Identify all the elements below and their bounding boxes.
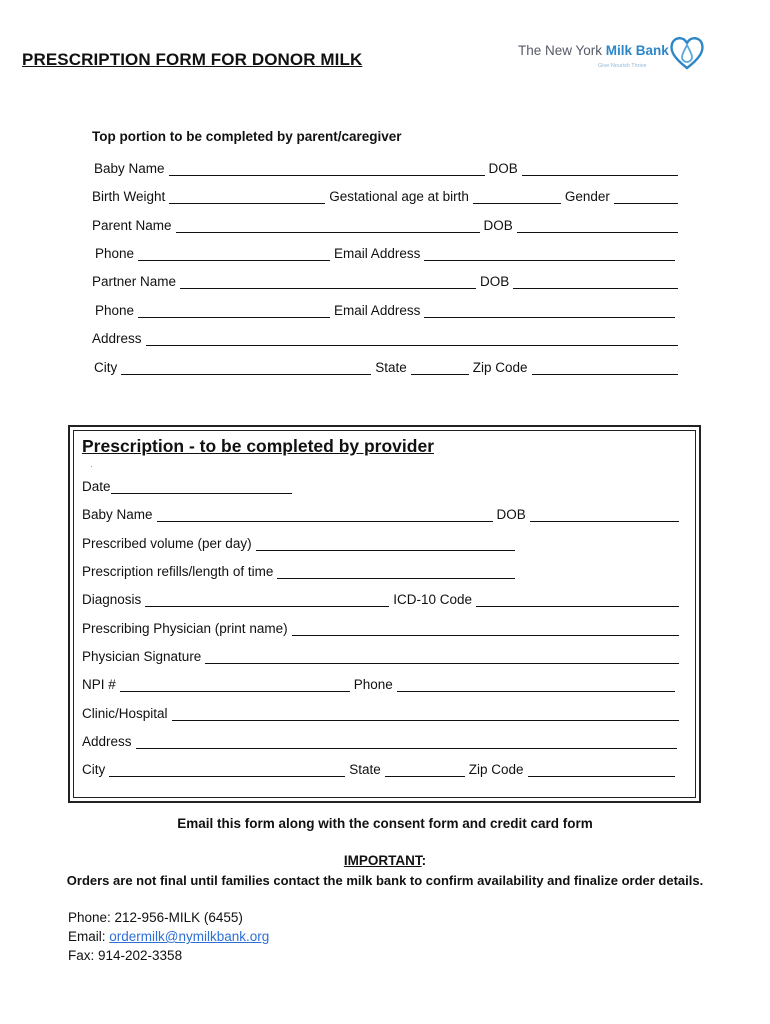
partner-email-label: Email Address bbox=[334, 303, 421, 318]
baby-dob-field[interactable] bbox=[522, 161, 678, 176]
rx-physician-label: Prescribing Physician (print name) bbox=[82, 621, 288, 636]
baby-name-label: Baby Name bbox=[94, 161, 165, 176]
rx-refills-row bbox=[82, 561, 515, 579]
partner-name-label: Partner Name bbox=[92, 274, 177, 289]
small-mark: · bbox=[90, 462, 93, 471]
rx-clinic-row bbox=[82, 703, 679, 721]
email-label: Email Address bbox=[334, 246, 421, 261]
partner-name-row bbox=[92, 271, 678, 289]
rx-volume-field[interactable] bbox=[256, 536, 515, 551]
rx-diagnosis-label: Diagnosis bbox=[82, 592, 142, 607]
rx-physician-field[interactable] bbox=[292, 621, 679, 636]
city-field[interactable] bbox=[121, 360, 371, 375]
rx-phone-label: Phone bbox=[353, 677, 393, 692]
rx-zip-label: Zip Code bbox=[468, 762, 524, 777]
rx-icd10-field[interactable] bbox=[476, 592, 679, 607]
address-row bbox=[92, 328, 678, 346]
parent-dob-field[interactable] bbox=[517, 218, 678, 233]
rx-dob-field[interactable] bbox=[530, 507, 679, 522]
rx-state-label: State bbox=[349, 762, 381, 777]
partner-name-field[interactable] bbox=[180, 274, 476, 289]
rx-city-label: City bbox=[82, 762, 106, 777]
rx-date-field[interactable] bbox=[111, 479, 292, 494]
rx-refills-label: Prescription refills/length of time bbox=[82, 564, 274, 579]
parent-name-field[interactable] bbox=[176, 218, 480, 233]
contact-fax: Fax: 914-202-3358 bbox=[68, 948, 183, 963]
rx-baby-name-field[interactable] bbox=[157, 507, 493, 522]
rx-volume-label: Prescribed volume (per day) bbox=[82, 536, 252, 551]
parent-phone-row bbox=[95, 243, 675, 261]
rx-npi-field[interactable] bbox=[120, 677, 350, 692]
city-label: City bbox=[94, 360, 118, 375]
partner-dob-label: DOB bbox=[480, 274, 510, 289]
form-title: PRESCRIPTION FORM FOR DONOR MILK bbox=[22, 50, 363, 69]
important-label: IMPORTANT bbox=[343, 853, 422, 868]
parent-name-row bbox=[92, 215, 678, 233]
rx-signature-field[interactable] bbox=[205, 649, 679, 664]
phone-label: Phone bbox=[95, 246, 135, 261]
parent-section-heading: Top portion to be completed by parent/caregiver bbox=[92, 129, 402, 144]
provider-section-heading: Prescription - to be completed by provider bbox=[82, 436, 435, 456]
rx-address-row bbox=[82, 731, 677, 749]
milk-bank-logo bbox=[516, 30, 712, 76]
rx-city-field[interactable] bbox=[109, 762, 345, 777]
contact-email-line bbox=[68, 929, 269, 944]
logo-brand: The New York Milk Bank bbox=[518, 43, 669, 58]
orders-note: Orders are not final until families contact the milk bank to confirm availability and finalize order details. bbox=[66, 873, 704, 888]
parent-name-label: Parent Name bbox=[92, 218, 172, 233]
rx-phone-field[interactable] bbox=[397, 677, 675, 692]
rx-clinic-field[interactable] bbox=[172, 706, 679, 721]
birth-weight-row bbox=[92, 186, 678, 204]
rx-npi-label: NPI # bbox=[82, 677, 116, 692]
state-label: State bbox=[375, 360, 407, 375]
partner-dob-field[interactable] bbox=[513, 274, 678, 289]
rx-baby-name-label: Baby Name bbox=[82, 507, 153, 522]
rx-diagnosis-row bbox=[82, 589, 679, 607]
contact-email-label: Email: bbox=[68, 929, 110, 944]
address-label: Address bbox=[92, 331, 142, 346]
rx-signature-label: Physician Signature bbox=[82, 649, 202, 664]
rx-diagnosis-field[interactable] bbox=[145, 592, 389, 607]
address-field[interactable] bbox=[146, 331, 678, 346]
heart-drop-icon bbox=[666, 32, 708, 74]
rx-volume-row bbox=[82, 533, 515, 551]
rx-state-field[interactable] bbox=[385, 762, 465, 777]
contact-email-link[interactable]: ordermilk@nymilkbank.org bbox=[109, 929, 270, 944]
birth-weight-field[interactable] bbox=[169, 189, 325, 204]
rx-signature-row bbox=[82, 646, 679, 664]
rx-refills-field[interactable] bbox=[277, 564, 515, 579]
partner-phone-label: Phone bbox=[95, 303, 135, 318]
partner-phone-field[interactable] bbox=[138, 303, 330, 318]
rx-zip-field[interactable] bbox=[528, 762, 675, 777]
parent-email-field[interactable] bbox=[424, 246, 675, 261]
baby-name-field[interactable] bbox=[169, 161, 485, 176]
partner-email-field[interactable] bbox=[424, 303, 675, 318]
city-row bbox=[94, 357, 678, 375]
gender-label: Gender bbox=[564, 189, 610, 204]
rx-address-label: Address bbox=[82, 734, 132, 749]
email-form-note: Email this form along with the consent form and credit card form bbox=[177, 816, 593, 831]
contact-phone: Phone: 212-956-MILK (6455) bbox=[68, 910, 243, 925]
rx-physician-row bbox=[82, 618, 679, 636]
rx-date-label: Date bbox=[82, 479, 111, 494]
state-field[interactable] bbox=[411, 360, 469, 375]
gestational-age-field[interactable] bbox=[473, 189, 561, 204]
rx-dob-label: DOB bbox=[496, 507, 526, 522]
gestational-age-label: Gestational age at birth bbox=[329, 189, 469, 204]
zip-field[interactable] bbox=[532, 360, 678, 375]
important-colon: : bbox=[421, 853, 427, 868]
logo-tagline: Give Nourish Thrive bbox=[598, 63, 647, 69]
rx-address-field[interactable] bbox=[136, 734, 677, 749]
parent-phone-field[interactable] bbox=[138, 246, 330, 261]
rx-clinic-label: Clinic/Hospital bbox=[82, 706, 168, 721]
rx-date-row bbox=[82, 476, 292, 494]
dob-label: DOB bbox=[488, 161, 518, 176]
birth-weight-label: Birth Weight bbox=[92, 189, 166, 204]
baby-name-row bbox=[94, 158, 678, 176]
zip-label: Zip Code bbox=[472, 360, 528, 375]
partner-phone-row bbox=[95, 300, 675, 318]
rx-baby-row bbox=[82, 504, 679, 522]
gender-field[interactable] bbox=[614, 189, 678, 204]
parent-dob-label: DOB bbox=[483, 218, 513, 233]
rx-city-row bbox=[82, 759, 675, 777]
rx-icd10-label: ICD-10 Code bbox=[393, 592, 473, 607]
important-heading bbox=[0, 853, 770, 868]
rx-npi-row bbox=[82, 674, 675, 692]
